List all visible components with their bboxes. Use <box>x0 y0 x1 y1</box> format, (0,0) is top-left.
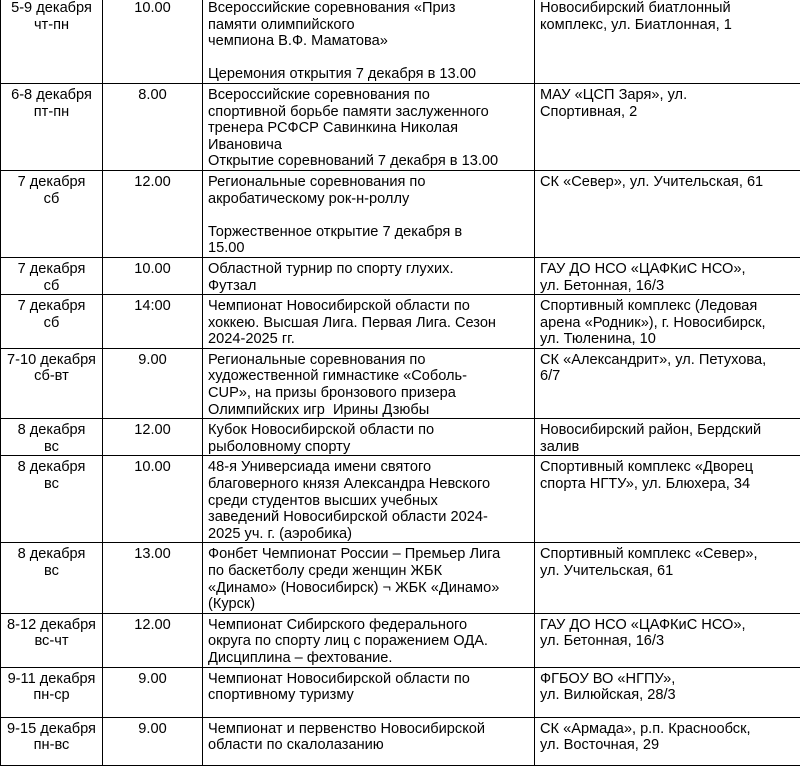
event-cell <box>203 456 535 543</box>
date-range: 8-12 декабря <box>6 617 97 634</box>
date-range: 5-9 декабря <box>6 0 97 17</box>
event-line: области по скалолазанию <box>208 737 529 754</box>
event-line: 2025 уч. г. (аэробика) <box>208 526 529 543</box>
time-cell <box>103 257 203 294</box>
event-line: 2024-2025 гг. <box>208 331 529 348</box>
event-line: (Курск) <box>208 596 529 613</box>
table-row <box>1 348 800 418</box>
event-line: CUP», на призы бронзового призера <box>208 385 529 402</box>
place-cell <box>535 0 800 83</box>
place-line: залив <box>540 439 796 456</box>
weekday-range: вс <box>6 476 97 493</box>
place-cell <box>535 419 800 456</box>
time-cell <box>103 83 203 170</box>
place-line: комплекс, ул. Биатлонная, 1 <box>540 17 796 34</box>
date-cell <box>1 717 103 765</box>
weekday-range: сб <box>6 278 97 295</box>
place-line: ул. Учительская, 61 <box>540 563 796 580</box>
event-cell <box>203 419 535 456</box>
start-time: 10.00 <box>108 459 197 476</box>
event-line: Чемпионат Новосибирской области по <box>208 671 529 688</box>
start-time: 12.00 <box>108 174 197 191</box>
place-cell <box>535 667 800 717</box>
table-row <box>1 83 800 170</box>
place-line: ФГБОУ ВО «НГПУ», <box>540 671 796 688</box>
start-time: 10.00 <box>108 0 197 17</box>
place-line: ул. Вилюйская, 28/3 <box>540 687 796 704</box>
table-row <box>1 613 800 667</box>
place-line: СК «Армада», р.п. Краснообск, <box>540 721 796 738</box>
event-line: Олимпийских игр Ирины Дзюбы <box>208 402 529 419</box>
time-cell <box>103 170 203 257</box>
time-cell <box>103 613 203 667</box>
place-line: Новосибирский биатлонный <box>540 0 796 17</box>
event-line: Церемония открытия 7 декабря в 13.00 <box>208 66 529 83</box>
event-line: Футзал <box>208 278 529 295</box>
event-cell <box>203 717 535 765</box>
place-line: СК «Александрит», ул. Петухова, <box>540 352 796 369</box>
weekday-range: вс <box>6 563 97 580</box>
event-line: художественной гимнастике «Соболь- <box>208 368 529 385</box>
date-cell <box>1 295 103 349</box>
weekday-range: вс-чт <box>6 633 97 650</box>
place-line: Спортивная, 2 <box>540 104 796 121</box>
event-line: Торжественное открытие 7 декабря в <box>208 224 529 241</box>
weekday-range: вс <box>6 439 97 456</box>
event-line: Чемпионат и первенство Новосибирской <box>208 721 529 738</box>
start-time: 9.00 <box>108 671 197 688</box>
place-line: Новосибирский район, Бердский <box>540 422 796 439</box>
start-time: 12.00 <box>108 617 197 634</box>
event-line: округа по спорту лиц с поражением ОДА. <box>208 633 529 650</box>
date-range: 7 декабря <box>6 174 97 191</box>
event-line: хоккею. Высшая Лига. Первая Лига. Сезон <box>208 315 529 332</box>
place-line: МАУ «ЦСП Заря», ул. <box>540 87 796 104</box>
place-cell <box>535 717 800 765</box>
event-line: Кубок Новосибирской области по <box>208 422 529 439</box>
place-line: спорта НГТУ», ул. Блюхера, 34 <box>540 476 796 493</box>
place-line: 6/7 <box>540 368 796 385</box>
weekday-range: пт-пн <box>6 104 97 121</box>
weekday-range: сб-вт <box>6 368 97 385</box>
event-line: чемпиона В.Ф. Маматова» <box>208 33 529 50</box>
date-cell <box>1 613 103 667</box>
table-row <box>1 419 800 456</box>
event-line: Открытие соревнований 7 декабря в 13.00 <box>208 153 529 170</box>
event-line: «Динамо» (Новосибирск) ¬ ЖБК «Динамо» <box>208 580 529 597</box>
event-line: памяти олимпийского <box>208 17 529 34</box>
start-time: 12.00 <box>108 422 197 439</box>
events-table-body <box>1 0 800 765</box>
table-row <box>1 295 800 349</box>
table-row <box>1 543 800 613</box>
event-line: заведений Новосибирской области 2024- <box>208 509 529 526</box>
place-line: ул. Восточная, 29 <box>540 737 796 754</box>
event-line: Всероссийские соревнования по <box>208 87 529 104</box>
event-line <box>208 50 529 67</box>
date-cell <box>1 667 103 717</box>
date-cell <box>1 257 103 294</box>
time-cell <box>103 0 203 83</box>
place-line: арена «Родник»), г. Новосибирск, <box>540 315 796 332</box>
time-cell <box>103 456 203 543</box>
start-time: 9.00 <box>108 721 197 738</box>
weekday-range: чт-пн <box>6 17 97 34</box>
event-line <box>208 207 529 224</box>
event-line: спортивному туризму <box>208 687 529 704</box>
weekday-range: пн-вс <box>6 737 97 754</box>
event-cell <box>203 257 535 294</box>
event-cell <box>203 295 535 349</box>
time-cell <box>103 348 203 418</box>
event-line: Чемпионат Новосибирской области по <box>208 298 529 315</box>
event-line: Всероссийские соревнования «Приз <box>208 0 529 17</box>
start-time: 9.00 <box>108 352 197 369</box>
date-cell <box>1 348 103 418</box>
date-cell <box>1 456 103 543</box>
event-cell <box>203 667 535 717</box>
place-line: ГАУ ДО НСО «ЦАФКиС НСО», <box>540 261 796 278</box>
event-line: Фонбет Чемпионат России – Премьер Лига <box>208 546 529 563</box>
start-time: 8.00 <box>108 87 197 104</box>
date-range: 8 декабря <box>6 459 97 476</box>
place-cell <box>535 348 800 418</box>
event-cell <box>203 613 535 667</box>
place-line: ул. Тюленина, 10 <box>540 331 796 348</box>
date-cell <box>1 170 103 257</box>
place-line: Спортивный комплекс «Дворец <box>540 459 796 476</box>
event-line: Региональные соревнования по <box>208 174 529 191</box>
table-row <box>1 667 800 717</box>
date-range: 7 декабря <box>6 261 97 278</box>
time-cell <box>103 295 203 349</box>
date-range: 9-11 декабря <box>6 671 97 688</box>
event-line: 15.00 <box>208 240 529 257</box>
place-line: СК «Север», ул. Учительская, 61 <box>540 174 796 191</box>
weekday-range: сб <box>6 191 97 208</box>
place-cell <box>535 456 800 543</box>
event-line: Чемпионат Сибирского федерального <box>208 617 529 634</box>
table-row <box>1 717 800 765</box>
event-cell <box>203 0 535 83</box>
date-range: 8 декабря <box>6 546 97 563</box>
event-line: благоверного князя Александра Невского <box>208 476 529 493</box>
place-cell <box>535 83 800 170</box>
event-line: Дисциплина – фехтование. <box>208 650 529 667</box>
date-cell <box>1 83 103 170</box>
event-line: Региональные соревнования по <box>208 352 529 369</box>
date-range: 6-8 декабря <box>6 87 97 104</box>
time-cell <box>103 419 203 456</box>
event-line: рыболовному спорту <box>208 439 529 456</box>
event-line: спортивной борьбе памяти заслуженного <box>208 104 529 121</box>
table-row <box>1 257 800 294</box>
place-line: ул. Бетонная, 16/3 <box>540 633 796 650</box>
event-cell <box>203 170 535 257</box>
time-cell <box>103 667 203 717</box>
place-cell <box>535 543 800 613</box>
time-cell <box>103 717 203 765</box>
event-line: 48-я Универсиада имени святого <box>208 459 529 476</box>
event-line: по баскетболу среди женщин ЖБК <box>208 563 529 580</box>
place-cell <box>535 613 800 667</box>
date-range: 8 декабря <box>6 422 97 439</box>
time-cell <box>103 543 203 613</box>
start-time: 10.00 <box>108 261 197 278</box>
date-range: 7-10 декабря <box>6 352 97 369</box>
weekday-range: пн-ср <box>6 687 97 704</box>
event-cell <box>203 83 535 170</box>
place-cell <box>535 295 800 349</box>
place-line: Спортивный комплекс (Ледовая <box>540 298 796 315</box>
date-range: 9-15 декабря <box>6 721 97 738</box>
place-line: ул. Бетонная, 16/3 <box>540 278 796 295</box>
start-time: 14:00 <box>108 298 197 315</box>
event-line: Ивановича <box>208 137 529 154</box>
event-cell <box>203 543 535 613</box>
date-range: 7 декабря <box>6 298 97 315</box>
weekday-range: сб <box>6 315 97 332</box>
table-row <box>1 456 800 543</box>
event-line: тренера РСФСР Савинкина Николая <box>208 120 529 137</box>
table-row <box>1 0 800 83</box>
event-line: Областной турнир по спорту глухих. <box>208 261 529 278</box>
place-line: Спортивный комплекс «Север», <box>540 546 796 563</box>
table-row <box>1 170 800 257</box>
event-line: среди студентов высших учебных <box>208 493 529 510</box>
event-line: акробатическому рок-н-роллу <box>208 191 529 208</box>
date-cell <box>1 0 103 83</box>
place-cell <box>535 257 800 294</box>
start-time: 13.00 <box>108 546 197 563</box>
place-cell <box>535 170 800 257</box>
event-cell <box>203 348 535 418</box>
date-cell <box>1 543 103 613</box>
date-cell <box>1 419 103 456</box>
place-line: ГАУ ДО НСО «ЦАФКиС НСО», <box>540 617 796 634</box>
